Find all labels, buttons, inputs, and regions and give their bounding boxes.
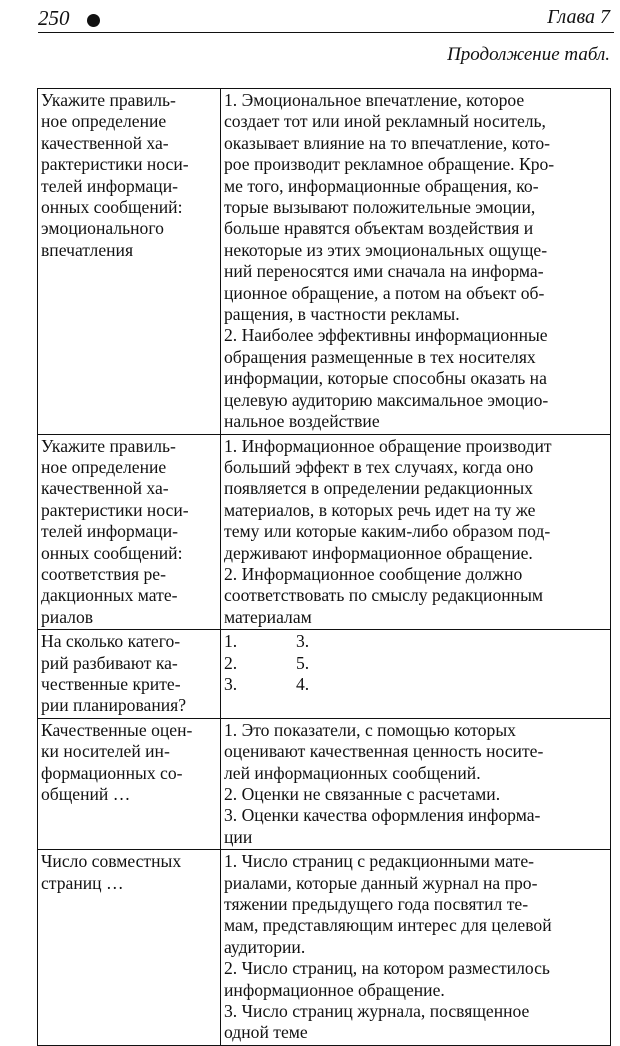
answer-option: 3. Оценки качества оформления информа- ции (224, 805, 541, 847)
answer-option: 3. Число страниц журнала, посвященное одной теме (224, 1001, 530, 1043)
table-row (38, 89, 611, 435)
answer-option: 2. Наиболее эффективны информационные обращения размещенные в тех носителях информации, которые способны оказать на целевую аудиторию максимальное эмоцио- нальное воздействие (224, 325, 549, 432)
question-cell (38, 850, 221, 1046)
answer-option: 2. Информационное сообщение должно соответствовать по смыслу редакционным материалам (224, 563, 544, 627)
table-continuation-label: Продолжение табл. (447, 44, 610, 65)
bullet-dot-icon (87, 14, 100, 27)
answer-option: 2. Оценки не связанные с расчетами. (224, 784, 501, 804)
answer-cell (221, 850, 611, 1046)
question-text: Укажите правиль- ное определение качественной ха- рактеристики носи- телей информаци- онных сообщений: соответствия ре- дакционных мате- риалов (41, 435, 189, 627)
chapter-title: Глава 7 (547, 6, 610, 28)
table-row (38, 630, 611, 719)
answer-cell (221, 718, 611, 849)
option-number: 3. (296, 631, 310, 652)
table-row (38, 850, 611, 1046)
option-number: 3. (224, 673, 238, 694)
page-number: 250 (38, 6, 70, 30)
table-row (38, 718, 611, 849)
option-number: 4. (296, 673, 310, 694)
answer-option: 1. Информационное обращение производит больший эффект в тех случаях, когда оно появляется в определении редакционных материалов, в которых речь идет на ту же тему или которые каким-либо образом под- держивают информационное обращение. (224, 435, 552, 563)
number-options (224, 631, 607, 695)
question-cell (38, 89, 221, 435)
question-cell (38, 630, 221, 719)
option-number: 5. (296, 652, 310, 673)
questions-table (37, 88, 611, 1046)
header-rule (38, 32, 614, 33)
answer-cell (221, 630, 611, 719)
answer-option: 1. Число страниц с редакционными мате- риалами, которые данный журнал на про- тяжении предыдущего года посвятил те- мам, представляющим интерес для целевой аудитории. (224, 851, 552, 957)
question-cell (38, 434, 221, 630)
answer-option: 1. Эмоциональное впечатление, которое создает тот или иной рекламный носитель, оказывает влияние на то впечатление, кото- рое производит рекламное обращение. Кро- ме того, информационные обращения, ко- торые вызывают положительные эмоции, больше нравятся объектам воздействия и некоторые из этих эмоциональных ощуще- ний переносятся ими сначала на информа- ционное обращение, а потом на объект об- ращения, в частности рекламы. (224, 90, 555, 325)
page-header (38, 6, 614, 32)
question-text: Укажите правиль- ное определение качественной ха- рактеристики носи- телей информаци- онных сообщений: эмоционального впечатления (41, 90, 189, 260)
answer-option: 1. Это показатели, с помощью которых оценивают качественная ценность носите- лей информационных сообщений. (224, 719, 544, 783)
answer-cell (221, 434, 611, 630)
question-text: Число совместных страниц … (41, 851, 182, 893)
option-number: 2. (224, 652, 238, 673)
question-text: Качественные оцен- ки носителей ин- формационных со- общений … (41, 719, 193, 804)
question-cell (38, 718, 221, 849)
table-row (38, 434, 611, 630)
question-text: На сколько катего- рий разбивают ка- чественные крите- рии планирования? (41, 631, 187, 716)
option-number: 1. (224, 631, 238, 652)
answer-option: 2. Число страниц, на котором разместилось информационное обращение. (224, 958, 550, 1000)
answer-cell (221, 89, 611, 435)
